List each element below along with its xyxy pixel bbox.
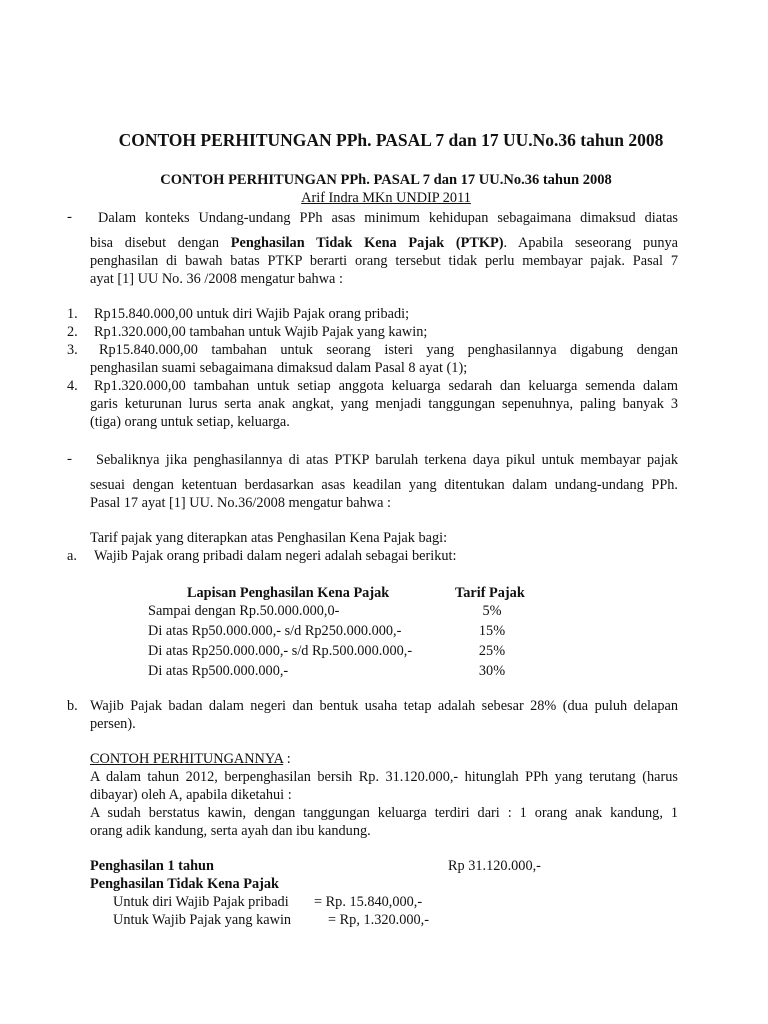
contoh-line-1: A dalam tahun 2012, berpenghasilan bersih Rp. 31.120.000,- hitunglah PPh yang terutang (harus	[90, 769, 678, 785]
item-a-marker: a.	[67, 548, 77, 564]
table-cell-layer: Di atas Rp50.000.000,- s/d Rp250.000.000,-	[148, 623, 402, 639]
table-header-rate: Tarif Pajak	[455, 585, 525, 601]
item-b-marker: b.	[67, 698, 78, 714]
table-header-layer: Lapisan Penghasilan Kena Pajak	[187, 585, 390, 601]
intro-paragraph	[90, 234, 678, 288]
list-item-line: garis keturunan lurus serta anak angkat, yang menjadi tanggungan sepenuhnya, paling banyak 3	[90, 396, 678, 412]
contoh-line-4: orang adik kandung, serta ayah dan ibu kandung.	[90, 823, 371, 839]
calc-row-label: Untuk diri Wajib Pajak pribadi	[113, 894, 289, 910]
table-cell-layer: Di atas Rp500.000.000,-	[148, 663, 289, 679]
list-item	[90, 341, 678, 377]
author-line: Arif Indra MKn UNDIP 2011	[301, 190, 471, 206]
calc-row-label: Untuk Wajib Pajak yang kawin	[113, 912, 292, 928]
list-item-line: (tiga) orang untuk setiap, keluarga.	[90, 414, 290, 430]
document-subtitle: CONTOH PERHITUNGAN PPh. PASAL 7 dan 17 UU.No.36 tahun 2008	[160, 172, 612, 188]
intro-line-1: Dalam konteks Undang-undang PPh asas minimum kehidupan sebagaimana dimaksud diatas	[98, 210, 678, 226]
item-a-text: Wajib Pajak orang pribadi dalam negeri adalah sebagai berikut:	[94, 548, 457, 564]
para2-line-1: Sebaliknya jika penghasilannya di atas PTKP barulah terkena daya pikul untuk membayar pajak	[96, 452, 678, 468]
list-item-line: Rp1.320.000,00 tambahan untuk setiap anggota keluarga sedarah dan keluarga semenda dalam	[94, 378, 678, 394]
list-item-number: 2.	[67, 324, 78, 340]
para2-paragraph	[90, 476, 678, 512]
para2-line-2: sesuai dengan ketentuan berdasarkan asas keadilan yang ditentukan dalam undang-undang PPh.	[90, 477, 678, 493]
intro-line-4: ayat [1] UU No. 36 /2008 mengatur bahwa :	[90, 271, 343, 287]
table-cell-rate: 5%	[482, 603, 502, 619]
calc-row-value: = Rp, 1.320.000,-	[328, 912, 429, 928]
para2-line-3: Pasal 17 ayat [1] UU. No.36/2008 mengatur bahwa :	[90, 495, 391, 511]
list-item-line: Rp1.320.000,00 tambahan untuk Wajib Pajak yang kawin;	[94, 324, 428, 340]
tarif-intro: Tarif pajak yang diterapkan atas Penghasilan Kena Pajak bagi:	[90, 530, 448, 546]
table-cell-layer: Di atas Rp250.000.000,- s/d Rp.500.000.000,-	[148, 643, 413, 659]
dash-bullet-1: -	[67, 209, 72, 225]
list-item-line: Rp15.840.000,00 tambahan untuk seorang isteri yang penghasilannya digabung dengan	[99, 342, 678, 358]
list-item	[90, 377, 678, 431]
table-cell-rate: 15%	[478, 623, 506, 639]
list-item-number: 4.	[67, 378, 78, 394]
table-cell-rate: 25%	[478, 643, 506, 659]
calc-row-value: = Rp. 15.840,000,-	[314, 894, 423, 910]
income-value: Rp 31.120.000,-	[448, 858, 541, 874]
item-b-paragraph	[90, 697, 678, 733]
dash-bullet-2: -	[67, 451, 72, 467]
table-cell-rate: 30%	[478, 663, 506, 679]
ptkp-label: Penghasilan Tidak Kena Pajak	[90, 876, 279, 892]
list-item-number: 3.	[67, 342, 78, 358]
list-item-line: Rp15.840.000,00 untuk diri Wajib Pajak orang pribadi;	[94, 306, 410, 322]
list-item-line: penghasilan suami sebagaimana dimaksud dalam Pasal 8 ayat (1);	[90, 360, 468, 376]
document-title: CONTOH PERHITUNGAN PPh. PASAL 7 dan 17 UU.No.36 tahun 2008	[118, 130, 664, 150]
contoh-paragraph	[90, 768, 678, 840]
list-item	[94, 305, 678, 323]
list-item	[94, 323, 678, 341]
item-b-line-1: Wajib Pajak badan dalam negeri dan bentuk usaha tetap adalah sebesar 28% (dua puluh delapan	[90, 698, 678, 714]
table-cell-layer: Sampai dengan Rp.50.000.000,0-	[148, 603, 340, 619]
income-label: Penghasilan 1 tahun	[90, 858, 214, 874]
list-item-number: 1.	[67, 306, 78, 322]
intro-line-3: penghasilan di bawah batas PTKP berarti orang tersebut tidak perlu membayar pajak. Pasal 7	[90, 253, 678, 269]
contoh-heading: CONTOH PERHITUNGANNYA :	[90, 751, 291, 767]
intro-line-2: bisa disebut dengan Penghasilan Tidak Kena Pajak (PTKP). Apabila seseorang punya	[90, 235, 678, 251]
contoh-line-2: dibayar) oleh A, apabila diketahui :	[90, 787, 292, 803]
contoh-line-3: A sudah berstatus kawin, dengan tanggungan keluarga terdiri dari : 1 orang anak kandung, 1	[90, 805, 678, 821]
item-b-line-2: persen).	[90, 716, 136, 732]
